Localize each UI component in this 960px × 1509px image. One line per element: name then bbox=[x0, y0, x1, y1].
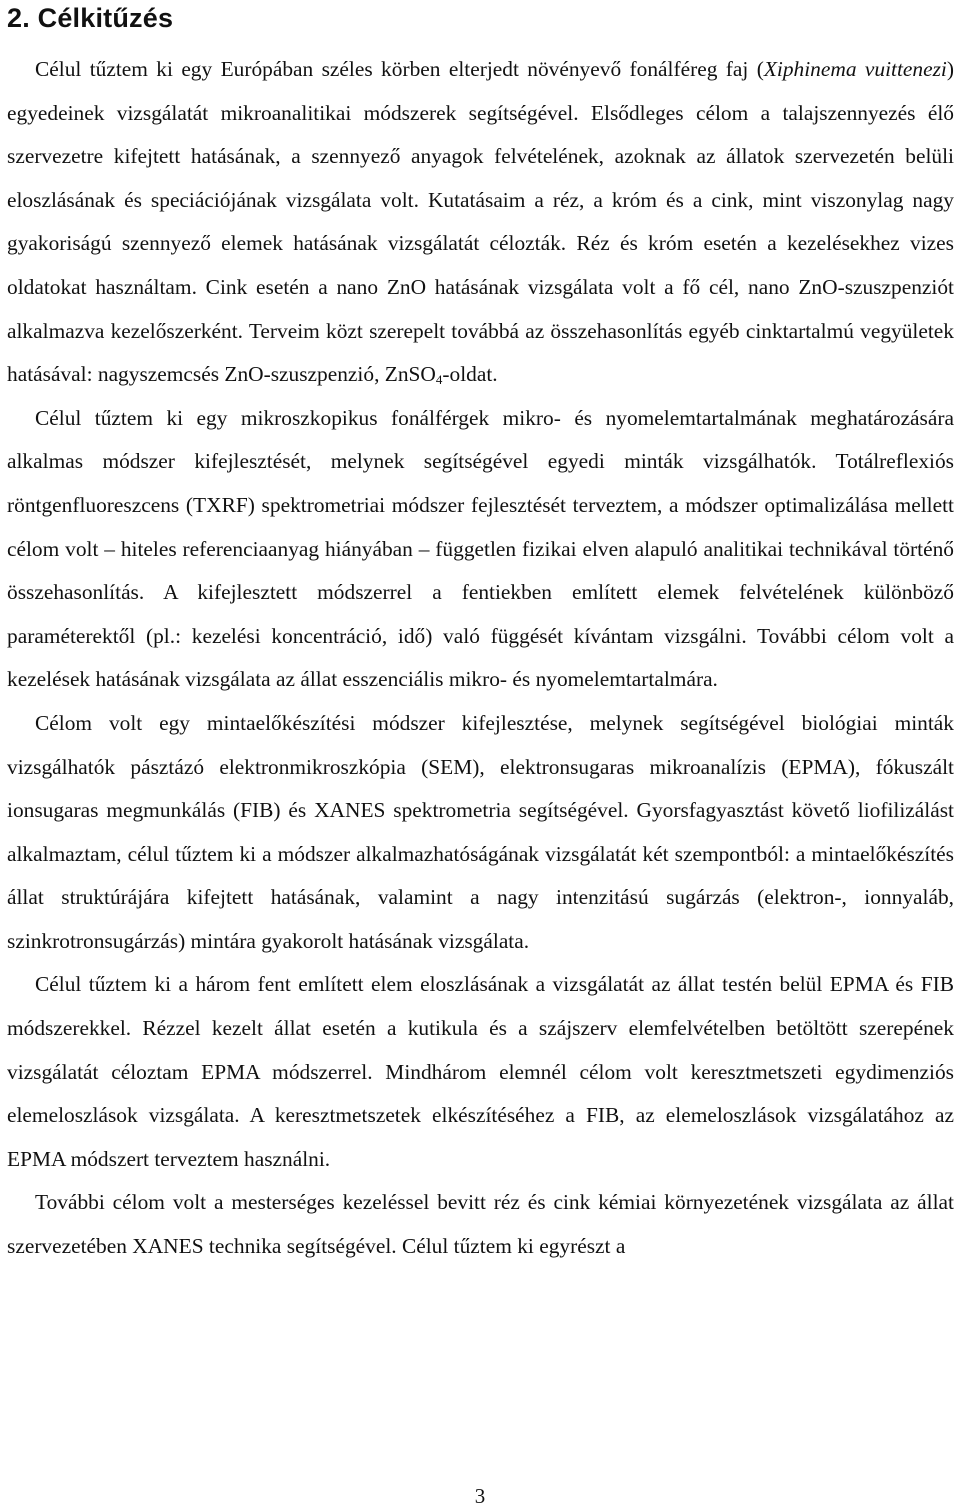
species-name: Xiphinema vuittenezi bbox=[763, 57, 947, 81]
paragraph-3: Célom volt egy mintaelőkészítési módszer kifejlesztése, melynek segítségével biológiai minták vizsgálhatók pásztázó elektronmikroszkópia (SEM), elektronsugaras mikroanalízis (EPMA), fókuszált ionsugaras megmunkálás (FIB) és XANES spektrometria segítségével. Gyorsfagyasztást követő liofilizálást alkalmaztam, célul tűztem ki a módszer alkalmazhatóságának vizsgálatát két szempontból: a mintaelőkészítés állat struktúrájára kifejtett hatásának, valamint a nagy intenzitású sugárzás (elektron-, ionnyaláb, szinkrotronsugárzás) mintára gyakorolt hatásának vizsgálata. bbox=[7, 710, 954, 953]
paragraph-4: Célul tűztem ki a három fent említett elem eloszlásának a vizsgálatát az állat testén belül EPMA és FIB módszerekkel. Rézzel kezelt állat esetén a kutikula és a szájszerv elemfelvételben betöltött szerepének vizsgálatát céloztam EPMA módszerrel. Mindhárom elemnél célom volt keresztmetszeti egydimenziós elemeloszlások vizsgálata. A keresztmetszetek elkészítéséhez a FIB, az elemeloszlások vizsgálatához az EPMA módszert terveztem használni. bbox=[7, 972, 954, 1171]
paragraph-1-text-c: -oldat. bbox=[442, 362, 498, 387]
paragraph-1 bbox=[7, 48, 954, 397]
paragraph-2: Célul tűztem ki egy mikroszkopikus fonálférgek mikro- és nyomelemtartalmának meghatározására alkalmas módszer kifejlesztését, melynek segítségével egyedi minták vizsgálhatók. Totálreflexiós röntgenfluoreszcens (TXRF) spektrometriai módszer fejlesztését terveztem, a módszer optimalizálása mellett célom volt – hiteles referenciaanyag hiányában – független fizikai elven alapuló analitikai technikával történő összehasonlítás. A kifejlesztett módszerrel a fentiekben említett elemek felvételének különböző paraméterektől (pl.: kezelési koncentráció, idő) való függését kívántam vizsgálni. További célom volt a kezelések hatásának vizsgálata az állat esszenciális mikro- és nyomelemtartalmára. bbox=[7, 405, 954, 692]
page-number: 3 bbox=[474, 1484, 486, 1508]
subscript-4: 4 bbox=[435, 372, 443, 388]
paragraph-5: További célom volt a mesterséges kezeléssel bevitt réz és cink kémiai környezetének vizsgálata az állat szervezetében XANES technika segítségével. Célul tűztem ki egyrészt a bbox=[7, 1190, 954, 1259]
body-text bbox=[7, 48, 954, 1269]
section-heading: 2. Célkitűzés bbox=[7, 3, 174, 33]
paragraph-1-text-a: Célul tűztem ki egy Európában széles körben elterjedt növényevő fonálféreg faj ( bbox=[35, 57, 764, 81]
paragraph-1-text-b: ) egyedeinek vizsgálatát mikroanalitikai módszerek segítségével. Elsődleges célom a talajszennyezés élő szervezetre kifejtett hatásának, a szennyező anyagok felvételének, azoknak az állatok szervezetén belüli eloszlásának és speciációjának vizsgálata volt. Kutatásaim a réz, a króm és a cink, mint viszonylag nagy gyakoriságú szennyező elemek hatásának vizsgálatát célozták. Réz és króm esetén a kezelésekhez vizes oldatokat használtam. Cink esetén a nano ZnO hatásának vizsgálata volt a fő cél, nano ZnO-szuszpenziót alkalmazva kezelőszerként. Terveim közt szerepelt továbbá az összehasonlítás egyéb cinktartalmú vegyületek hatásával: nagyszemcsés ZnO-szuszpenzió, ZnSO bbox=[7, 57, 954, 387]
